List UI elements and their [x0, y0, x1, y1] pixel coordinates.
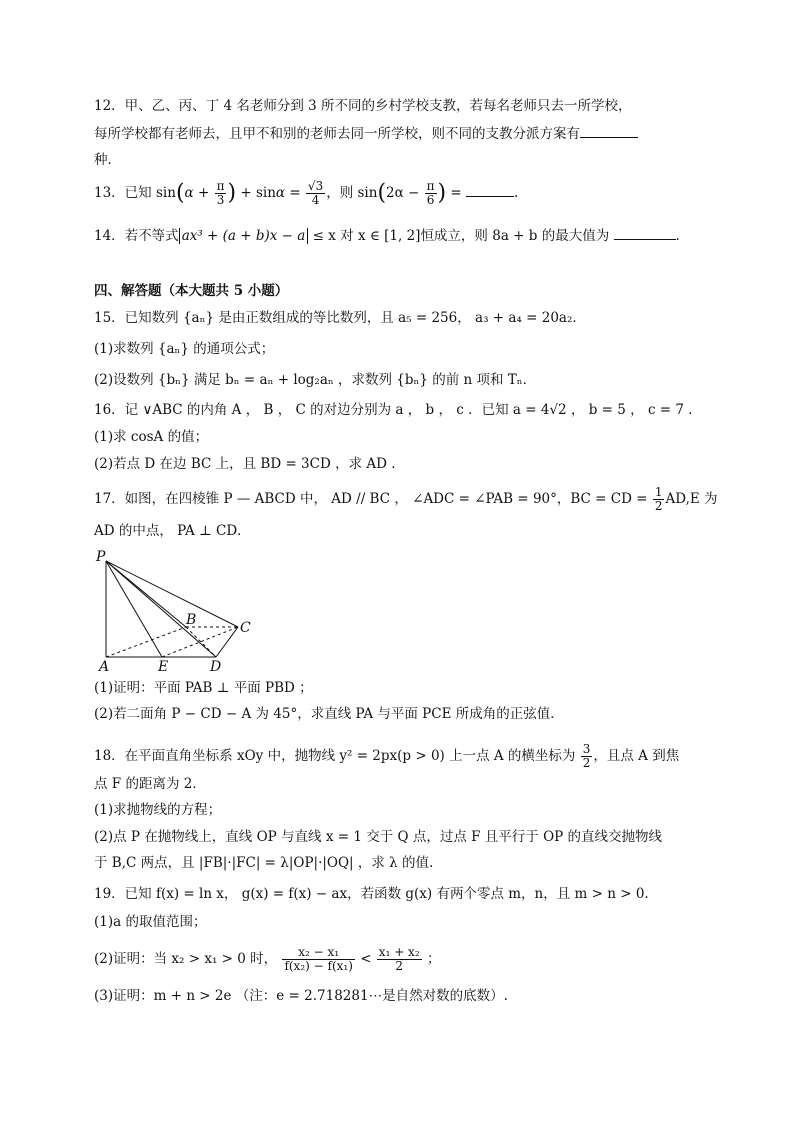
q17-stem2: AD 的中点， PA ⊥ CD． [94, 523, 251, 539]
q13-paren-close: ) [227, 180, 237, 206]
q13-alpha2: α [275, 185, 286, 201]
q18-part1: (1)求抛物线的方程； [94, 802, 222, 818]
edge-PB [106, 561, 186, 627]
q13-alpha: α [184, 185, 194, 201]
q14-suffix: 恒成立，则 8a + b 的最大值为 [420, 228, 610, 244]
label-C: C [240, 620, 251, 636]
q13-eq: = [289, 185, 301, 201]
q17-stem-b: AD,E 为 [665, 491, 718, 507]
q13-then: ，则 sin [326, 185, 378, 201]
label-B: B [186, 612, 197, 628]
q13-pi2: π [426, 179, 435, 193]
q13-paren2-open: ( [377, 180, 387, 206]
q18-stem [94, 743, 703, 770]
q12-line1: 12．甲、乙、丙、丁 4 名老师分到 3 所不同的乡村学校支教，若每名老师只去一所学校， [94, 98, 632, 114]
q17-part2: (2)若二面角 P − CD − A 为 45°，求直线 PA 与平面 PCE 所成角的正弦值． [94, 706, 564, 722]
q17-half-den: 2 [654, 499, 663, 513]
q17-half-num: 1 [654, 485, 663, 499]
q16-part1: (1)求 cosA 的值； [94, 429, 209, 445]
q19-right-den: 2 [395, 959, 404, 973]
q19-part3: (3)证明：m + n > 2e （注：e = 2.718281⋯是自然对数的底数）. [94, 988, 508, 1004]
q14-in-set: x ∈ [1, 2] [357, 228, 421, 244]
q18-stem-b: ，且点 A 到焦 [593, 748, 680, 764]
section4-title: 四、解答题（本大题共 5 小题） [94, 283, 289, 299]
q13-paren2-close: ) [437, 180, 447, 206]
q15-part2: (2)设数列 {bₙ} 满足 bₙ = aₙ + log₂aₙ ，求数列 {bₙ} 的前 n 项和 Tₙ． [94, 372, 537, 388]
q13-sqrt3: √3 [307, 179, 324, 193]
q15-stem: 15．已知数列 {aₙ} 是由正数组成的等比数列，且 a₅ = 256， a₃ + a₄ = 20a₂． [94, 310, 586, 326]
label-A: A [99, 659, 110, 674]
q19-part2 [94, 946, 703, 973]
edge-BD [186, 627, 216, 657]
q14-answer-blank[interactable] [614, 225, 676, 240]
q19-left-den: f(x₂) − f(x₁) [284, 959, 353, 973]
q14-prefix: 14．若不等式 [94, 228, 179, 244]
edge-PD [106, 561, 216, 657]
q18-part2-b: 于 B,C 两点，且 |FB|·|FC| = λ|OP|·|OQ| ，求 λ 的值. [94, 855, 434, 871]
q18-frac-num: 3 [582, 742, 591, 756]
label-P: P [96, 549, 106, 565]
q16-stem: 16．记 ∨ABC 的内角 A ， B ， C 的对边分别为 a ， b ， c ．已知 a = 4√2 ， b = 5 ， c = 7 ． [94, 402, 702, 418]
q19-lt: < [360, 951, 372, 967]
q13-pi: π [216, 179, 225, 193]
q14-abs-expr: ax³ + (a + b)x − a [179, 228, 309, 244]
q13-six: 6 [426, 193, 435, 207]
q13-sin: sin [155, 185, 176, 201]
q13-answer-blank[interactable] [466, 182, 514, 197]
q14-line [94, 225, 703, 246]
q13-prefix: 13．已知 [94, 185, 152, 201]
q13-paren-open: ( [175, 180, 185, 206]
q13-plus-sin: + sin [240, 185, 276, 201]
q19-part1: (1)a 的取值范围； [94, 914, 207, 930]
q19-right-num: x₁ + x₂ [378, 945, 420, 959]
q19-right-fraction [377, 946, 422, 973]
q17-part1: (1)证明：平面 PAB ⊥ 平面 PBD ； [94, 680, 313, 696]
q18-stem-a: 18．在平面直角坐标系 xOy 中，抛物线 y² = 2px(p > 0) 上一点 A 的横坐标为 [94, 748, 576, 764]
label-E: E [158, 659, 169, 674]
q18-frac-den: 2 [582, 756, 591, 770]
q13-plus: + [197, 185, 210, 201]
q13-four: 4 [311, 193, 320, 207]
q17-half [653, 486, 665, 513]
q12-line2 [94, 123, 703, 144]
q12-answer-blank[interactable] [580, 123, 638, 138]
q19-left-fraction [282, 946, 354, 973]
q17-stem-a: 17．如图，在四棱锥 P — ABCD 中， AD // BC ， ∠ADC = ∠PAB = 90°，BC = CD = [94, 491, 648, 507]
edge-DC [216, 627, 238, 657]
q17-stem [94, 485, 718, 513]
q13-eq2: = [450, 185, 462, 201]
q13-two-alpha-minus: 2α − [386, 185, 420, 201]
q18-stem2: 点 F 的距离为 2． [94, 776, 206, 792]
label-D: D [210, 659, 222, 674]
q15-part1: (1)求数列 {aₙ} 的通项公式； [94, 341, 275, 357]
pyramid-figure [94, 549, 264, 674]
q13-pi-over-3 [215, 180, 227, 207]
q13-three: 3 [216, 193, 225, 207]
q19-stem: 19．已知 f(x) = ln x， g(x) = f(x) − ax，若函数 g(x) 有两个零点 m，n，且 m > n > 0. [94, 886, 649, 902]
q19-p2-end: ； [426, 951, 441, 967]
q14-end: . [675, 228, 680, 244]
q14-leq: ≤ x 对 [312, 228, 354, 244]
q18-part2-a: (2)点 P 在抛物线上，直线 OP 与直线 x = 1 交于 Q 点，过点 F 且平行于 OP 的直线交抛物线 [94, 829, 663, 845]
q18-three-halves [581, 743, 593, 770]
q13-pi-over-6 [425, 180, 437, 207]
q13-sqrt3-over-4 [306, 180, 325, 207]
q16-part2: (2)若点 D 在边 BC 上，且 BD = 3CD ，求 AD . [94, 456, 396, 472]
q13-line: 13．已知 sin(α + $\frac{\pi}{3}$ ) + sinα = $\frac{√3}{4}$ ，则 sin(2α − $\frac{\pi}{6}$ ) = . [94, 179, 519, 207]
q12-line3: 种． [94, 152, 121, 168]
q12-line2-text: 每所学校都有老师去，且甲不和别的老师去同一所学校，则不同的支教分派方案有 [94, 126, 580, 142]
q19-left-num: x₂ − x₁ [282, 946, 354, 960]
q19-p2-prefix: (2)证明：当 x₂ > x₁ > 0 时， [94, 951, 278, 967]
